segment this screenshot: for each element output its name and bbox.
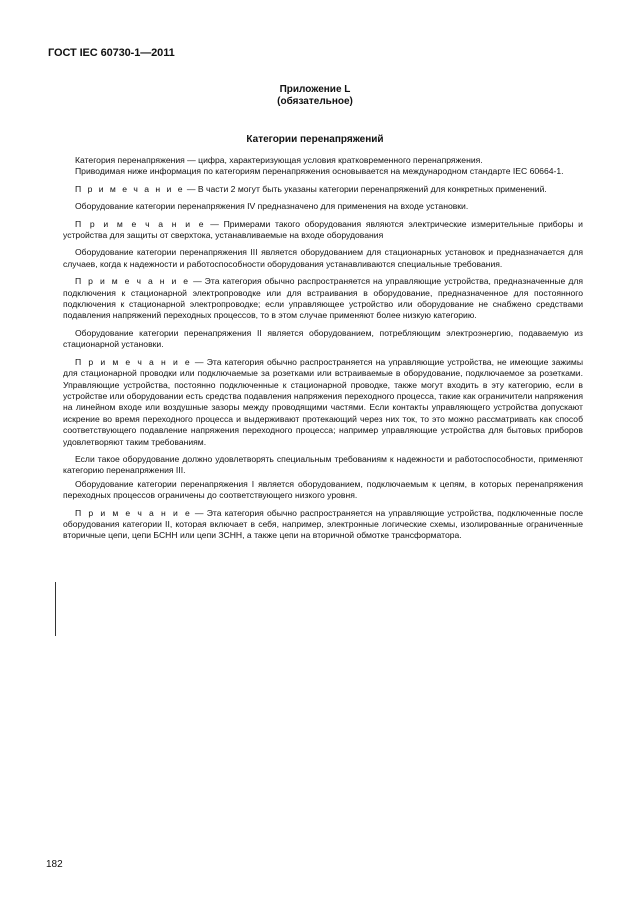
annex-status: (обязательное)	[277, 96, 353, 107]
paragraph: Оборудование категории перенапряжения III является оборудованием для стационарных установок и предназначается для случаев, когда к надежности и работоспособности оборудования устанавливаются специальные требования.	[63, 247, 583, 269]
paragraph: Оборудование категории перенапряжения IV предназначено для применения на входе установки.	[75, 201, 469, 212]
note-text: — Эта категория обычно распространяется на управляющие устройства, подключенные после оборудования категории II, которая включает в себя, например, электронные логические схемы, изолированные ограниченные вторичные цепи, цепи БСНН или цепи ЗСНН, а также цепи на вторичной обмотке трансформатора.	[63, 507, 583, 541]
revision-change-bar	[55, 582, 56, 636]
note-paragraph	[63, 184, 583, 195]
note-label: П р и м е ч а н и е	[75, 276, 191, 287]
note-label: П р и м е ч а н и е	[75, 356, 192, 367]
annex-title: Приложение L	[279, 84, 351, 95]
paragraph: Приводимая ниже информация по категориям перенапряжения основывается на международном стандарте IEC 60664-1.	[75, 166, 564, 177]
paragraph: Оборудование категории перенапряжения II является оборудованием, потребляющим электроэнергию, подаваемую из стационарной установки.	[63, 327, 583, 350]
note-paragraph	[63, 357, 583, 448]
note-paragraph	[63, 276, 583, 322]
body-text	[63, 155, 583, 542]
note-paragraph	[63, 508, 583, 542]
paragraph: Оборудование категории перенапряжения I является оборудованием, подключаемым к цепям, в которых перенапряжения переходных процессов ограничены до соответствующего низкого уровня.	[63, 478, 583, 501]
note-label: П р и м е ч а н и е	[75, 507, 192, 518]
standard-code: ГОСТ IEC 60730-1—2011	[48, 47, 175, 59]
note-label: П р и м е ч а н и е	[75, 218, 206, 229]
page-number: 182	[46, 859, 63, 870]
note-text: — Примерами такого оборудования являются электрические измерительные приборы и устройства для защиты от сверхтока, устанавливаемые на входе оборудования	[63, 218, 583, 241]
note-paragraph	[63, 219, 583, 242]
note-label: П р и м е ч а н и е	[75, 183, 185, 194]
paragraph: Категория перенапряжения — цифра, характеризующая условия кратковременного перенапряжения.	[75, 155, 483, 165]
section-title: Категории перенапряжений	[246, 134, 384, 145]
note-text: — Эта категория обычно распространяется на управляющие устройства, не имеющие зажимы для стационарной проводки или подключаемые за розетками или встраиваемые в оборудование, подключаемое за розетками. Управляющие устройства, постоянно подключенные к стационарной проводке, также могут входить в эту категорию, если в устройстве или оборудовании есть средства подавления напряжения переходного процесса, такие как ограничители напряжения на линейном входе или воздушные зазоры между проводящими частями. Если контакты управляющего устройства допускают искрение во время переходного процесса и выдерживают протекающий через них ток, то это можно рассматривать как способ соответствующего подавление напряжения переходного процесса; например управляющие устройства для бытовых приборов удовлетворяют таким требованиям.	[63, 356, 584, 447]
paragraph: Если такое оборудование должно удовлетворять специальным требованиям к надежности и работоспособности, применяют категорию перенапряжения III.	[63, 453, 583, 476]
note-text: — Эта категория обычно распространяется на управляющие устройства, предназначенные для подключения к стационарной электропроводке или для встраивания в оборудование, предназначенное для постоянного подключения к стационарной электропроводке; если управляющее устройство или оборудование не снабжено средствами подавления напряжений переходных процессов, то в этом случае применяют более низкую категорию.	[63, 276, 584, 321]
note-text: — В части 2 могут быть указаны категории перенапряжений для конкретных применений.	[184, 183, 547, 194]
annex-heading	[0, 84, 630, 108]
